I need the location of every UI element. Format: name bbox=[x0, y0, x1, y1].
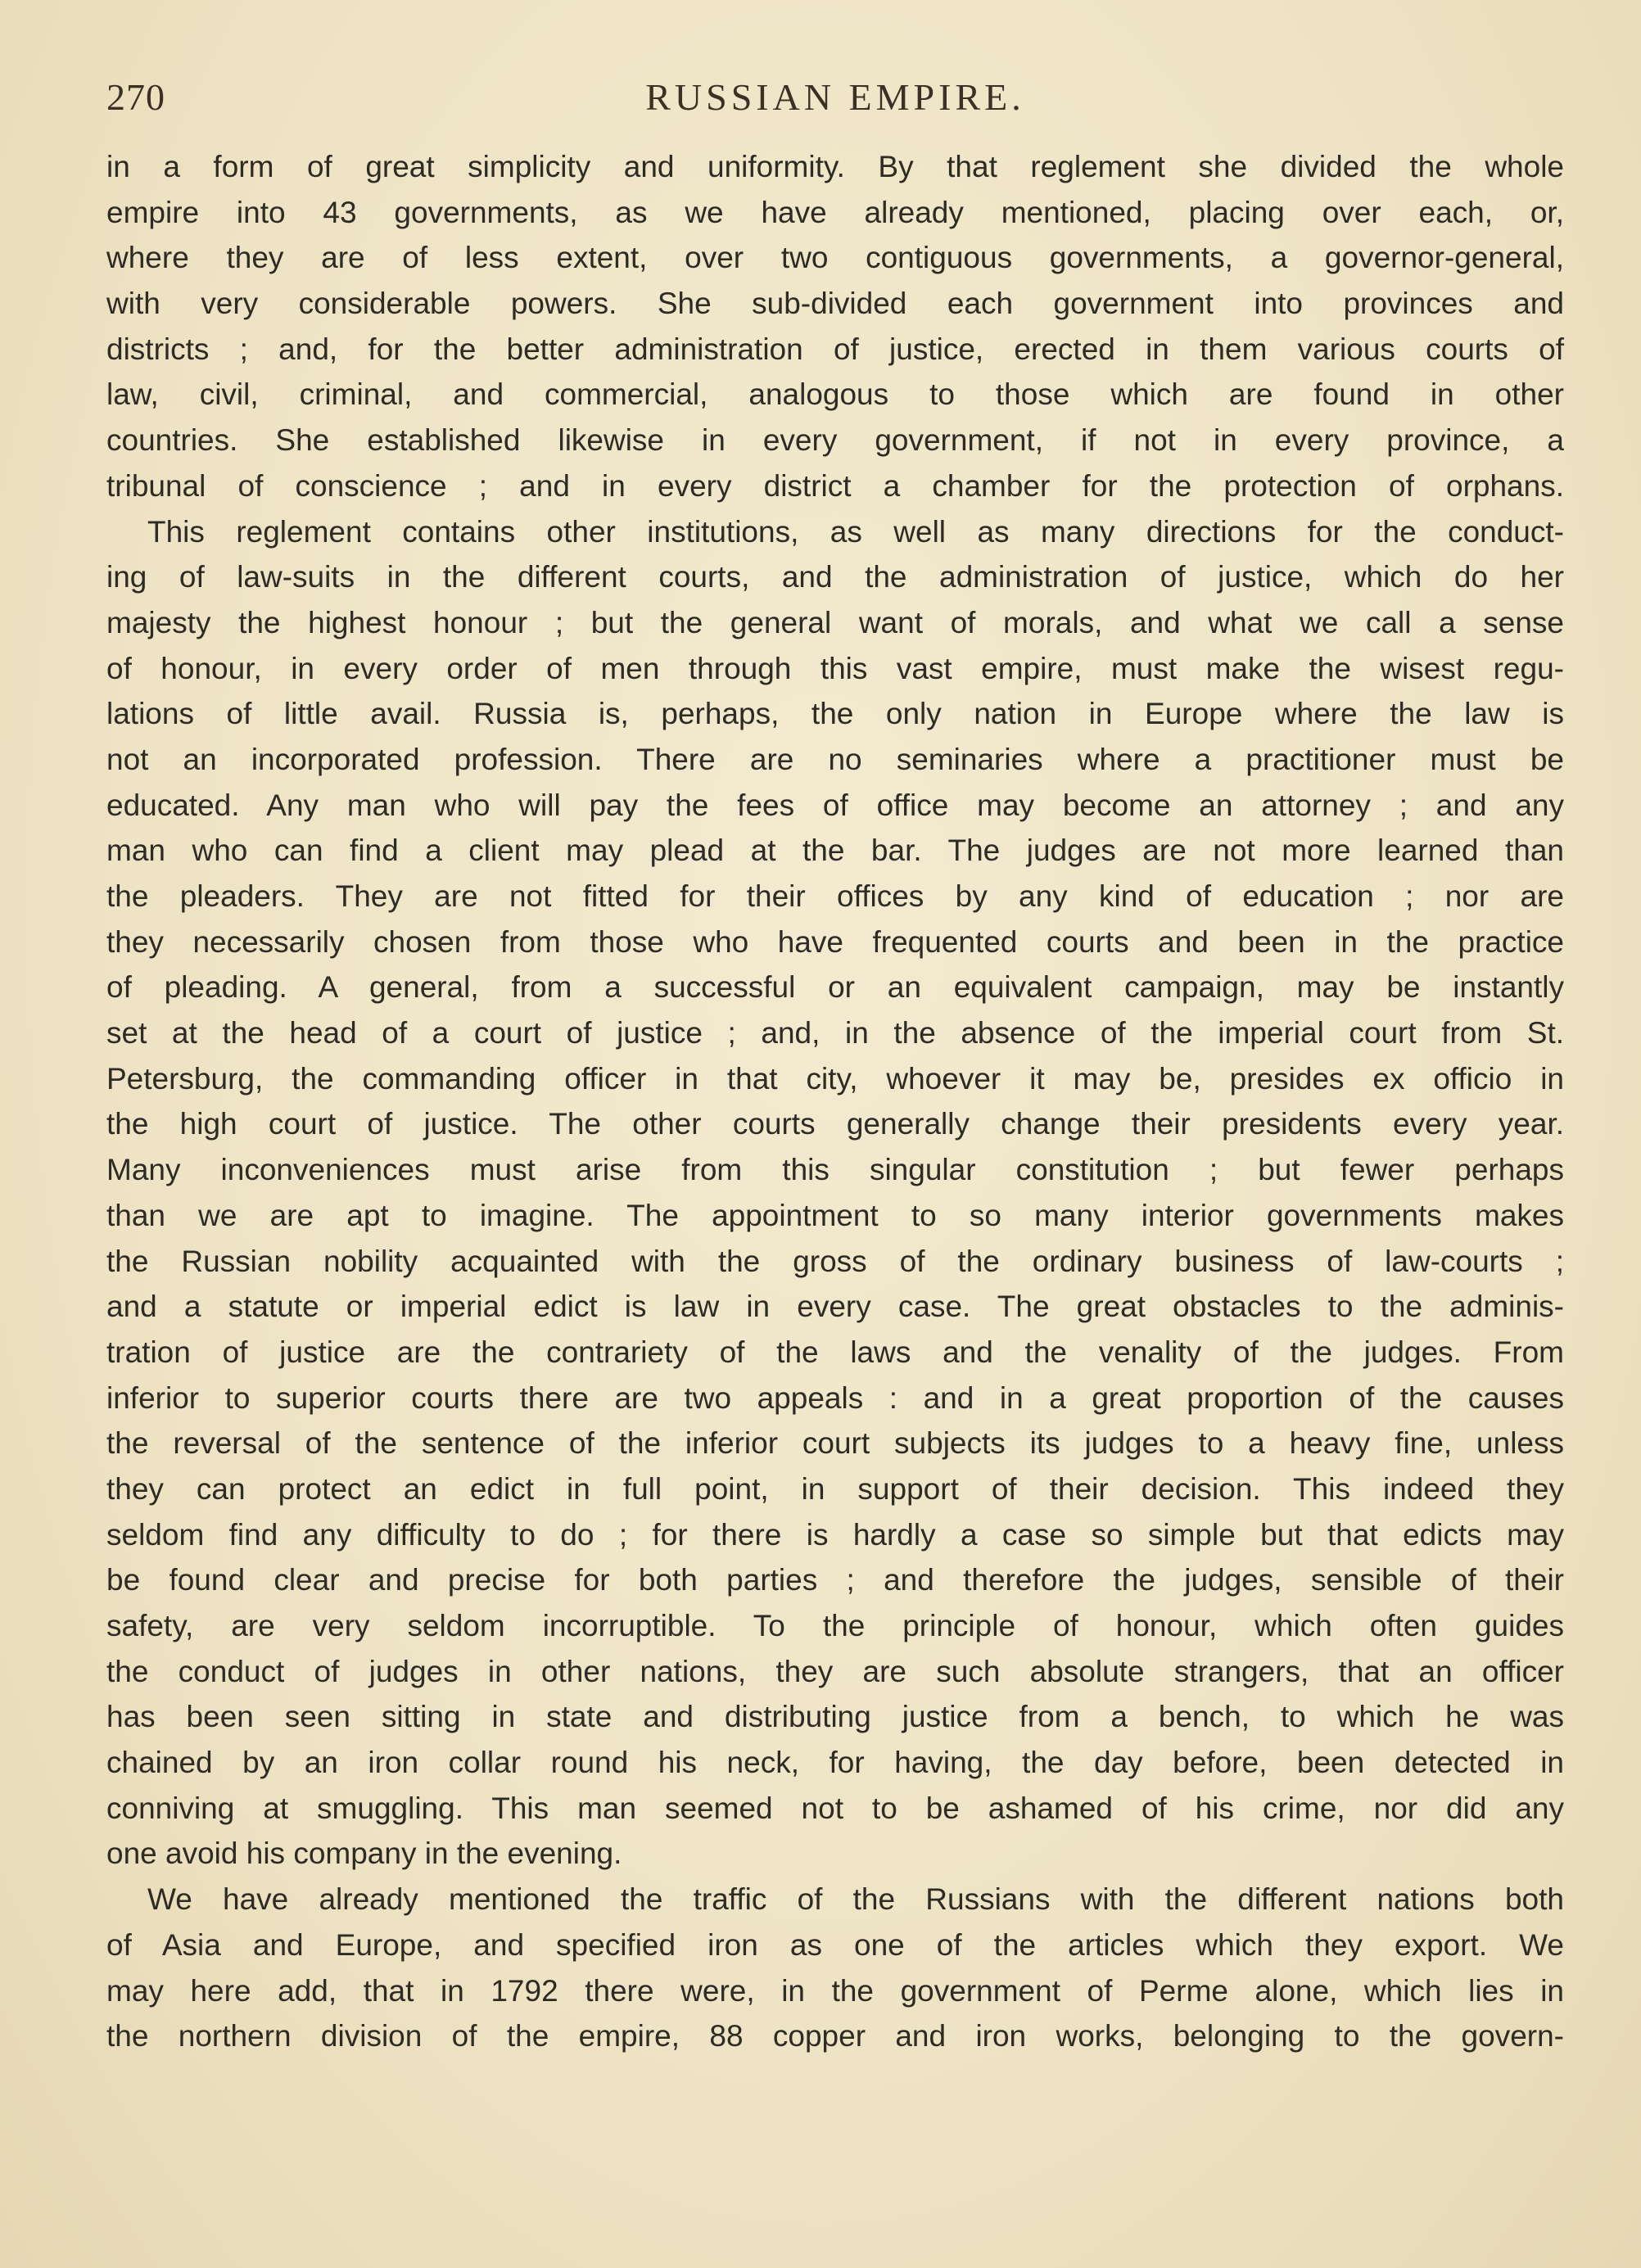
text-line: the northern division of the empire, 88 copper and iron works, belonging to the govern- bbox=[106, 2019, 1564, 2053]
text-line: not an incorporated profession. There are no seminaries where a practitioner must be bbox=[106, 742, 1564, 776]
text-line: man who can find a client may plead at the bar. The judges are not more learned than bbox=[106, 834, 1564, 868]
text-line: they can protect an edict in full point, in support of their decision. This indeed they bbox=[106, 1471, 1564, 1506]
text-line: Petersburg, the commanding officer in that city, whoever it may be, presides ex officio in bbox=[106, 1061, 1564, 1096]
text-line: the reversal of the sentence of the inferior court subjects its judges to a heavy fine, unless bbox=[106, 1426, 1564, 1461]
text-line: has been seen sitting in state and distributing justice from a bench, to which he was bbox=[106, 1700, 1564, 1734]
text-line: one avoid his company in the evening. bbox=[106, 1837, 622, 1871]
paragraph-1 bbox=[106, 144, 1564, 509]
text-line: chained by an iron collar round his neck, for having, the day before, been detected in bbox=[106, 1746, 1564, 1780]
text-line: may here add, that in 1792 there were, in the government of Perme alone, which lies in bbox=[106, 1973, 1564, 2008]
text-line: districts ; and, for the better administration of justice, erected in them various courts of bbox=[106, 332, 1564, 366]
text-line: countries. She established likewise in every government, if not in every province, a bbox=[106, 423, 1564, 458]
page-header bbox=[106, 75, 1564, 133]
text-line: empire into 43 governments, as we have already mentioned, placing over each, or, bbox=[106, 195, 1564, 229]
paragraph-3 bbox=[106, 1877, 1564, 2059]
text-line: We have already mentioned the traffic of the Russians with the different nations both bbox=[147, 1882, 1564, 1917]
text-line: where they are of less extent, over two contiguous governments, a governor-general, bbox=[106, 241, 1564, 275]
text-line: and a statute or imperial edict is law in every case. The great obstacles to the adminis- bbox=[106, 1290, 1564, 1324]
text-line: of pleading. A general, from a successful or an equivalent campaign, may be instantly bbox=[106, 970, 1564, 1005]
text-line: lations of little avail. Russia is, perhaps, the only nation in Europe where the law is bbox=[106, 697, 1564, 731]
text-line: This reglement contains other institutions, as well as many directions for the conduct- bbox=[147, 514, 1564, 549]
paragraph-2 bbox=[106, 509, 1564, 1877]
text-line: in a form of great simplicity and uniformity. By that reglement she divided the whole bbox=[106, 150, 1564, 183]
text-line: conniving at smuggling. This man seemed not to be ashamed of his crime, nor did any bbox=[106, 1791, 1564, 1825]
text-line: of honour, in every order of men through this vast empire, must make the wisest regu- bbox=[106, 651, 1564, 685]
running-head: RUSSIAN EMPIRE. bbox=[645, 76, 1025, 118]
text-line: majesty the highest honour ; but the general want of morals, and what we call a sense bbox=[106, 605, 1564, 639]
text-line: the high court of justice. The other courts generally change their presidents every year. bbox=[106, 1107, 1564, 1141]
text-line: tration of justice are the contrariety of the laws and the venality of the judges. From bbox=[106, 1335, 1564, 1369]
body-text bbox=[106, 144, 1564, 2059]
text-line: safety, are very seldom incorruptible. To the principle of honour, which often guides bbox=[106, 1609, 1564, 1642]
text-line: than we are apt to imagine. The appointment to so many interior governments makes bbox=[106, 1198, 1564, 1232]
text-line: with very considerable powers. She sub-divided each government into provinces and bbox=[106, 287, 1564, 321]
text-line: set at the head of a court of justice ; and, in the absence of the imperial court from St. bbox=[106, 1016, 1564, 1050]
text-line: inferior to superior courts there are two appeals : and in a great proportion of the causes bbox=[106, 1380, 1564, 1415]
page-number: 270 bbox=[106, 76, 165, 118]
text-line: of Asia and Europe, and specified iron as one of the articles which they export. We bbox=[106, 1927, 1564, 1962]
text-line: the Russian nobility acquainted with the gross of the ordinary business of law-courts ; bbox=[106, 1244, 1564, 1278]
text-line: they necessarily chosen from those who have frequented courts and been in the practice bbox=[106, 924, 1564, 959]
text-line: be found clear and precise for both parties ; and therefore the judges, sensible of their bbox=[106, 1563, 1564, 1597]
text-line: the conduct of judges in other nations, they are such absolute strangers, that an officer bbox=[106, 1654, 1564, 1688]
text-line: seldom find any difficulty to do ; for there is hardly a case so simple but that edicts may bbox=[106, 1517, 1564, 1552]
text-line: educated. Any man who will pay the fees of office may become an attorney ; and any bbox=[106, 788, 1564, 822]
text-line: the pleaders. They are not fitted for their offices by any kind of education ; nor are bbox=[106, 879, 1564, 913]
text-line: Many inconveniences must arise from this singular constitution ; but fewer perhaps bbox=[106, 1153, 1564, 1187]
text-line: ing of law-suits in the different courts, and the administration of justice, which do her bbox=[106, 560, 1564, 594]
text-line: tribunal of conscience ; and in every district a chamber for the protection of orphans. bbox=[106, 468, 1564, 503]
text-line: law, civil, criminal, and commercial, analogous to those which are found in other bbox=[106, 377, 1564, 412]
